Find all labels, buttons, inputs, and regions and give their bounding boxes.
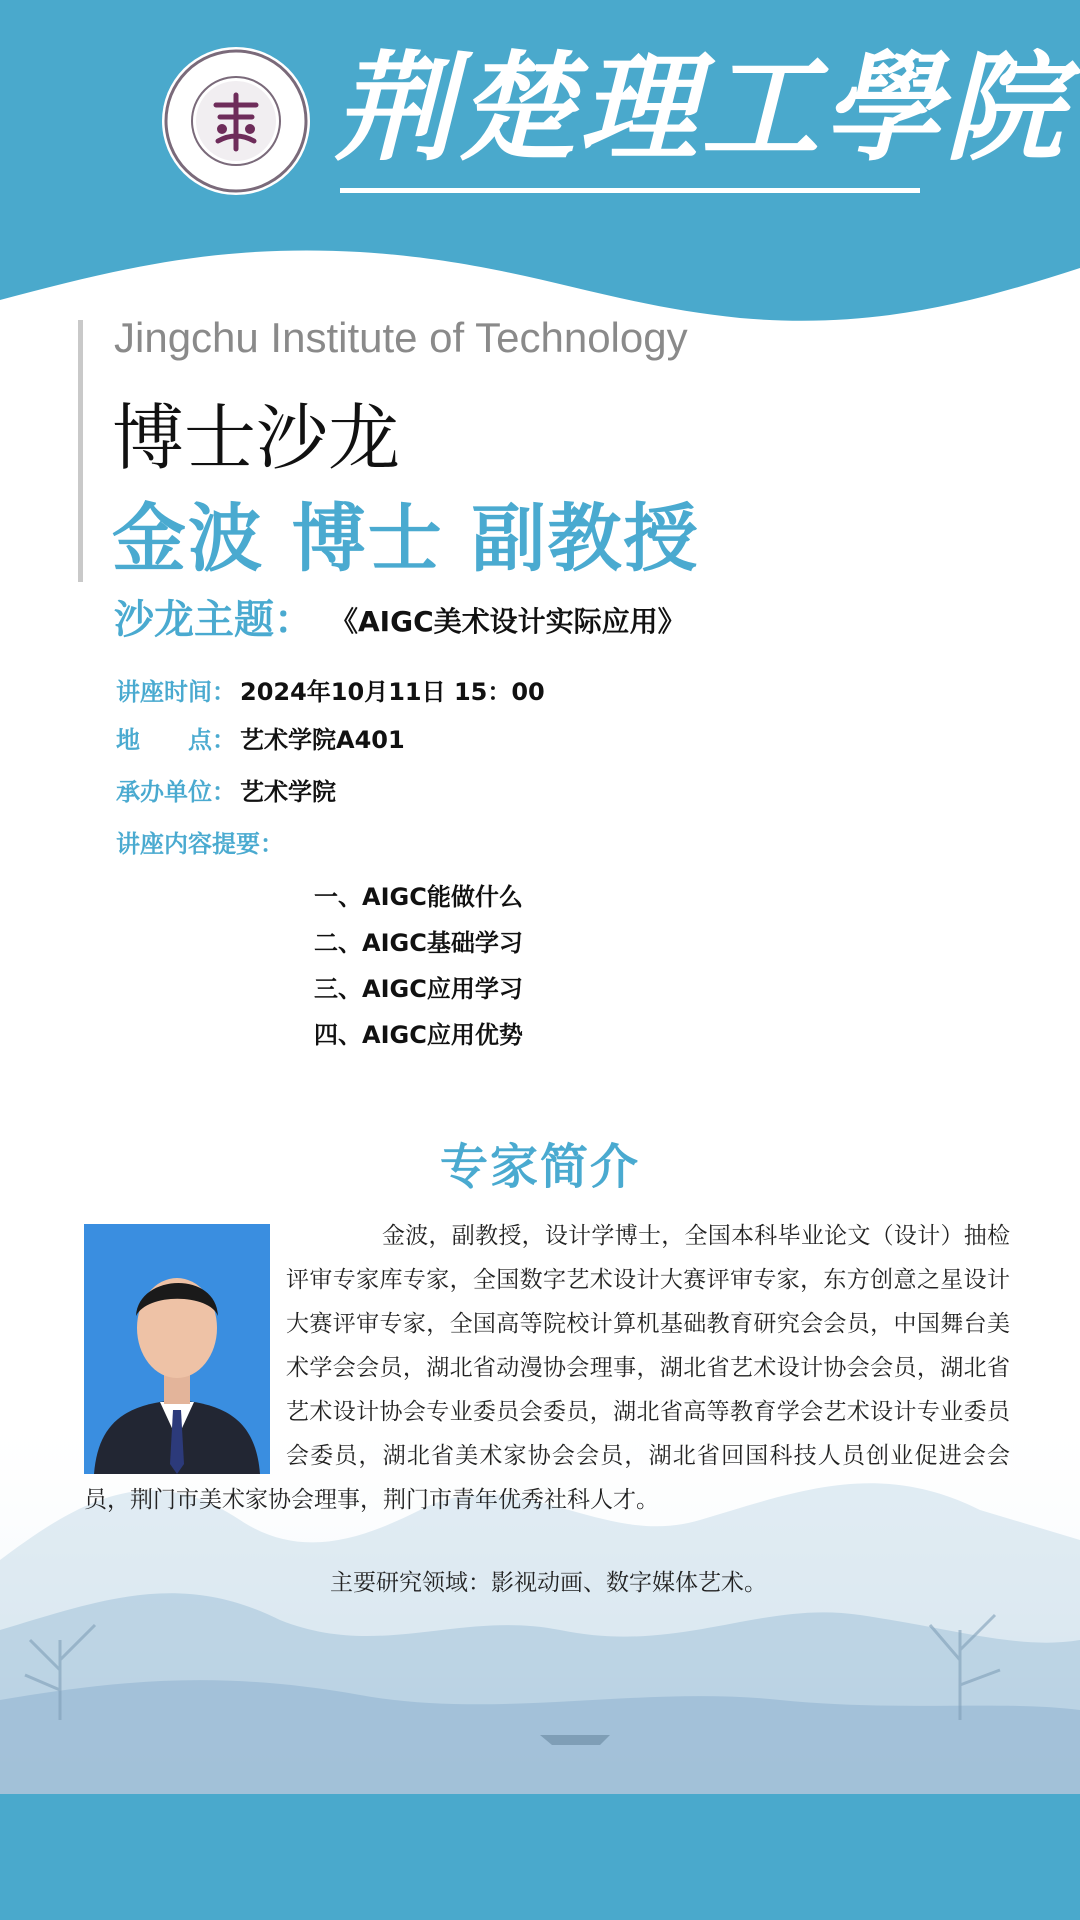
outline-row (116, 824, 284, 859)
english-institute-name: Jingchu Institute of Technology (114, 314, 688, 361)
header-banner (0, 0, 1080, 330)
place-value: 艺术学院A401 (240, 726, 405, 754)
outline-item: 二、AIGC基础学习 (314, 929, 523, 957)
outline-item: 三、AIGC应用学习 (314, 975, 523, 1003)
topic-value: 《AIGC美术设计实际应用》 (330, 605, 686, 638)
expert-heading: 专家简介 (439, 1139, 640, 1195)
outline-item: 四、AIGC应用优势 (314, 1021, 523, 1049)
research-fields: 主要研究领域：影视动画、数字媒体艺术。 (330, 1570, 767, 1596)
host-value: 艺术学院 (240, 778, 336, 806)
time-label: 讲座时间： (116, 678, 236, 706)
university-logo-icon (160, 45, 312, 197)
outline-item: 一、AIGC能做什么 (314, 883, 523, 911)
expert-bio-text: 金波，副教授，设计学博士，全国本科毕业论文（设计）抽检评审专家库专家，全国数字艺术设计大赛评审专家，东方创意之星设计大赛评审专家，全国高等院校计算机基础教育研究会会员，中国舞台美术学会会员，湖北省动漫协会理事，湖北省艺术设计协会会员，湖北省艺术设计协会专业委员会委员，湖北省高等教育学会艺术设计专业委员会委员，湖北省美术家协会会员，湖北省回国科技人员创业促进会会员，荆门市美术家协会理事，荆门市青年优秀社科人才。 (84, 1223, 1010, 1513)
event-title: 博士沙龙 (112, 396, 401, 480)
speaker-name: 金波 博士 副教授 (112, 496, 700, 582)
school-name: 荆楚理工學院 (335, 38, 1068, 177)
host-label: 承办单位： (116, 778, 236, 806)
place-label: 地 点： (116, 726, 236, 754)
time-row (116, 672, 545, 707)
topic-label: 沙龙主题： (114, 597, 314, 643)
place-row (116, 720, 405, 755)
outline-label: 讲座内容提要： (116, 830, 284, 858)
host-row (116, 772, 336, 807)
outline-list (314, 874, 523, 1058)
title-accent-bar (78, 320, 113, 582)
school-name-underline (340, 188, 920, 193)
expert-bio (84, 1214, 1010, 1522)
time-value: 2024年10月11日 15：00 (240, 678, 545, 706)
footer-band (0, 1794, 1080, 1920)
